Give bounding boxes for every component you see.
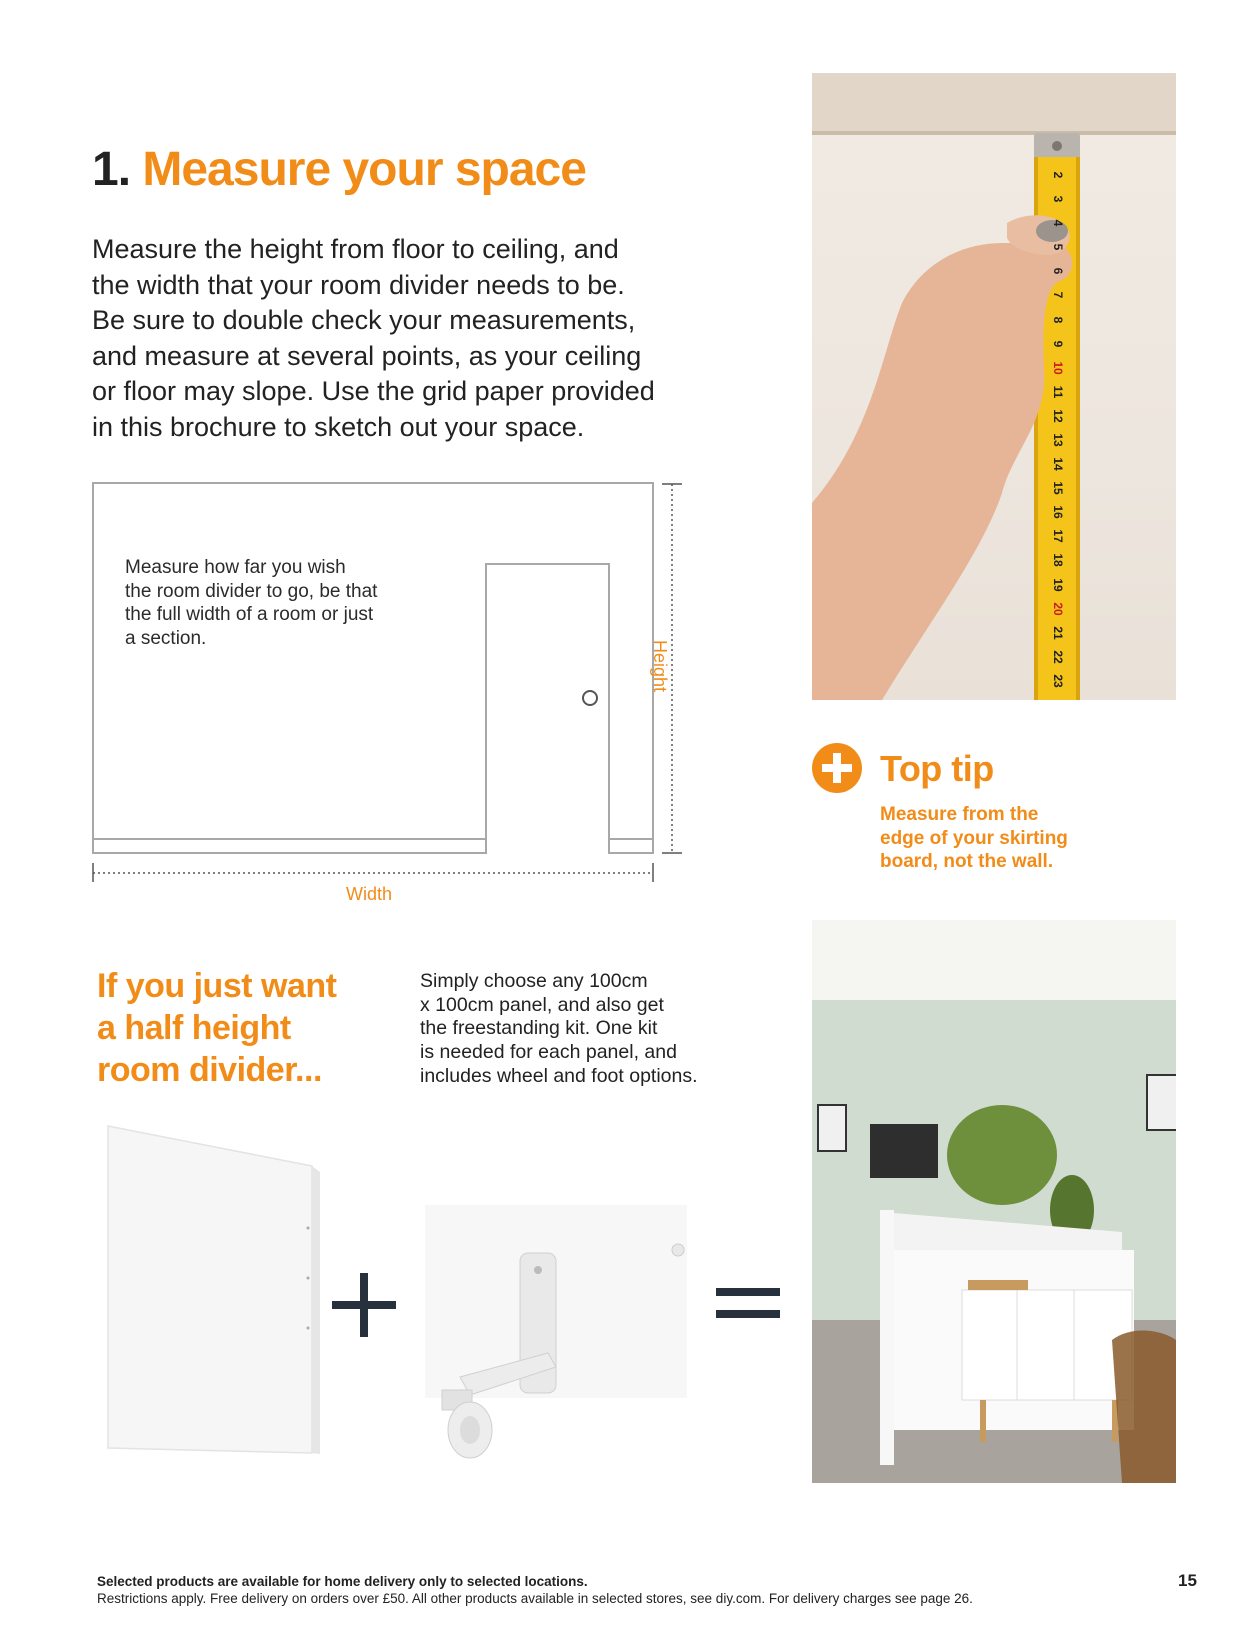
- step-title: Measure your space: [142, 143, 586, 196]
- tape-number: 22: [1051, 650, 1065, 664]
- intro-line: Measure the height from floor to ceiling, and: [92, 234, 619, 264]
- footer-line-bold: Selected products are available for home delivery only to selected locations.: [97, 1574, 588, 1589]
- half-text-line: Simply choose any 100cm: [420, 970, 648, 992]
- tape-number: 20: [1051, 601, 1065, 616]
- room-diagram-note: [125, 556, 445, 650]
- intro-line: and measure at several points, as your ceiling: [92, 340, 642, 371]
- step-number: 1.: [92, 143, 131, 196]
- page-number: 15: [1178, 1571, 1197, 1590]
- intro-line: or floor may slope. Use the grid paper provided: [92, 376, 655, 406]
- half-height-title: [97, 965, 336, 1091]
- half-text-line: x 100cm panel, and also get: [420, 993, 664, 1016]
- half-text-line: the freestanding kit. One kit: [420, 1017, 658, 1040]
- tape-number: 14: [1051, 457, 1065, 471]
- note-line: the full width of a room or just: [125, 604, 374, 625]
- white-panel-illustration: [100, 1118, 325, 1458]
- half-height-text: [420, 970, 698, 1089]
- width-label: Width: [346, 884, 393, 904]
- footer-disclaimer: [97, 1573, 973, 1607]
- tape-number: 4: [1051, 219, 1065, 227]
- note-line: a section.: [125, 627, 207, 649]
- tape-number: 16: [1051, 505, 1065, 519]
- tape-number: 10: [1051, 361, 1065, 375]
- half-title-line: room divider...: [97, 1051, 322, 1089]
- half-title-line: a half height: [97, 1009, 291, 1047]
- tape-number: 7: [1051, 292, 1065, 299]
- tape-number: 3: [1051, 195, 1065, 203]
- tape-number: 8: [1051, 316, 1065, 323]
- half-title-line: If you just want: [97, 967, 337, 1005]
- tip-line: edge of your skirting: [880, 827, 1068, 849]
- height-label: Height: [650, 640, 670, 693]
- top-tip-title: Top tip: [880, 748, 994, 789]
- note-line: Measure how far you wish: [125, 557, 346, 578]
- half-text-line: includes wheel and foot options.: [420, 1064, 698, 1087]
- tape-number: 19: [1051, 577, 1065, 592]
- plus-circle-icon: [812, 743, 862, 793]
- tape-number: 6: [1051, 268, 1065, 275]
- freestanding-kit-illustration: [420, 1205, 692, 1460]
- tape-number: 15: [1051, 481, 1065, 495]
- footer-line: Restrictions apply. Free delivery on orders over £50. All other products available in selected stores, see diy.com. For delivery charges see page 26.: [97, 1591, 973, 1606]
- tape-number: 17: [1051, 529, 1065, 544]
- tape-measure-photo: [812, 73, 1176, 700]
- tape-number: 5: [1051, 243, 1065, 251]
- tape-number: 23: [1051, 674, 1065, 688]
- tape-number: 9: [1051, 340, 1065, 347]
- tape-number: 2: [1051, 171, 1065, 179]
- intro-line: in this brochure to sketch out your space.: [92, 411, 585, 442]
- tape-number: 21: [1051, 626, 1065, 640]
- equals-sign-icon: [716, 1280, 780, 1324]
- tape-number: 18: [1051, 553, 1065, 568]
- room-divider-photo: [812, 920, 1176, 1483]
- tip-line: Measure from the: [880, 804, 1039, 825]
- tape-number: 12: [1051, 409, 1065, 423]
- top-tip-text: [880, 803, 1068, 874]
- intro-line: the width that your room divider needs to be.: [92, 269, 625, 300]
- tape-number: 11: [1051, 385, 1065, 399]
- intro-line: Be sure to double check your measurements,: [92, 305, 636, 335]
- plus-sign-icon: [332, 1273, 396, 1337]
- tape-number: 13: [1051, 433, 1065, 447]
- tip-line: board, not the wall.: [880, 851, 1054, 872]
- half-text-line: is needed for each panel, and: [420, 1041, 677, 1064]
- note-line: the room divider to go, be that: [125, 580, 378, 602]
